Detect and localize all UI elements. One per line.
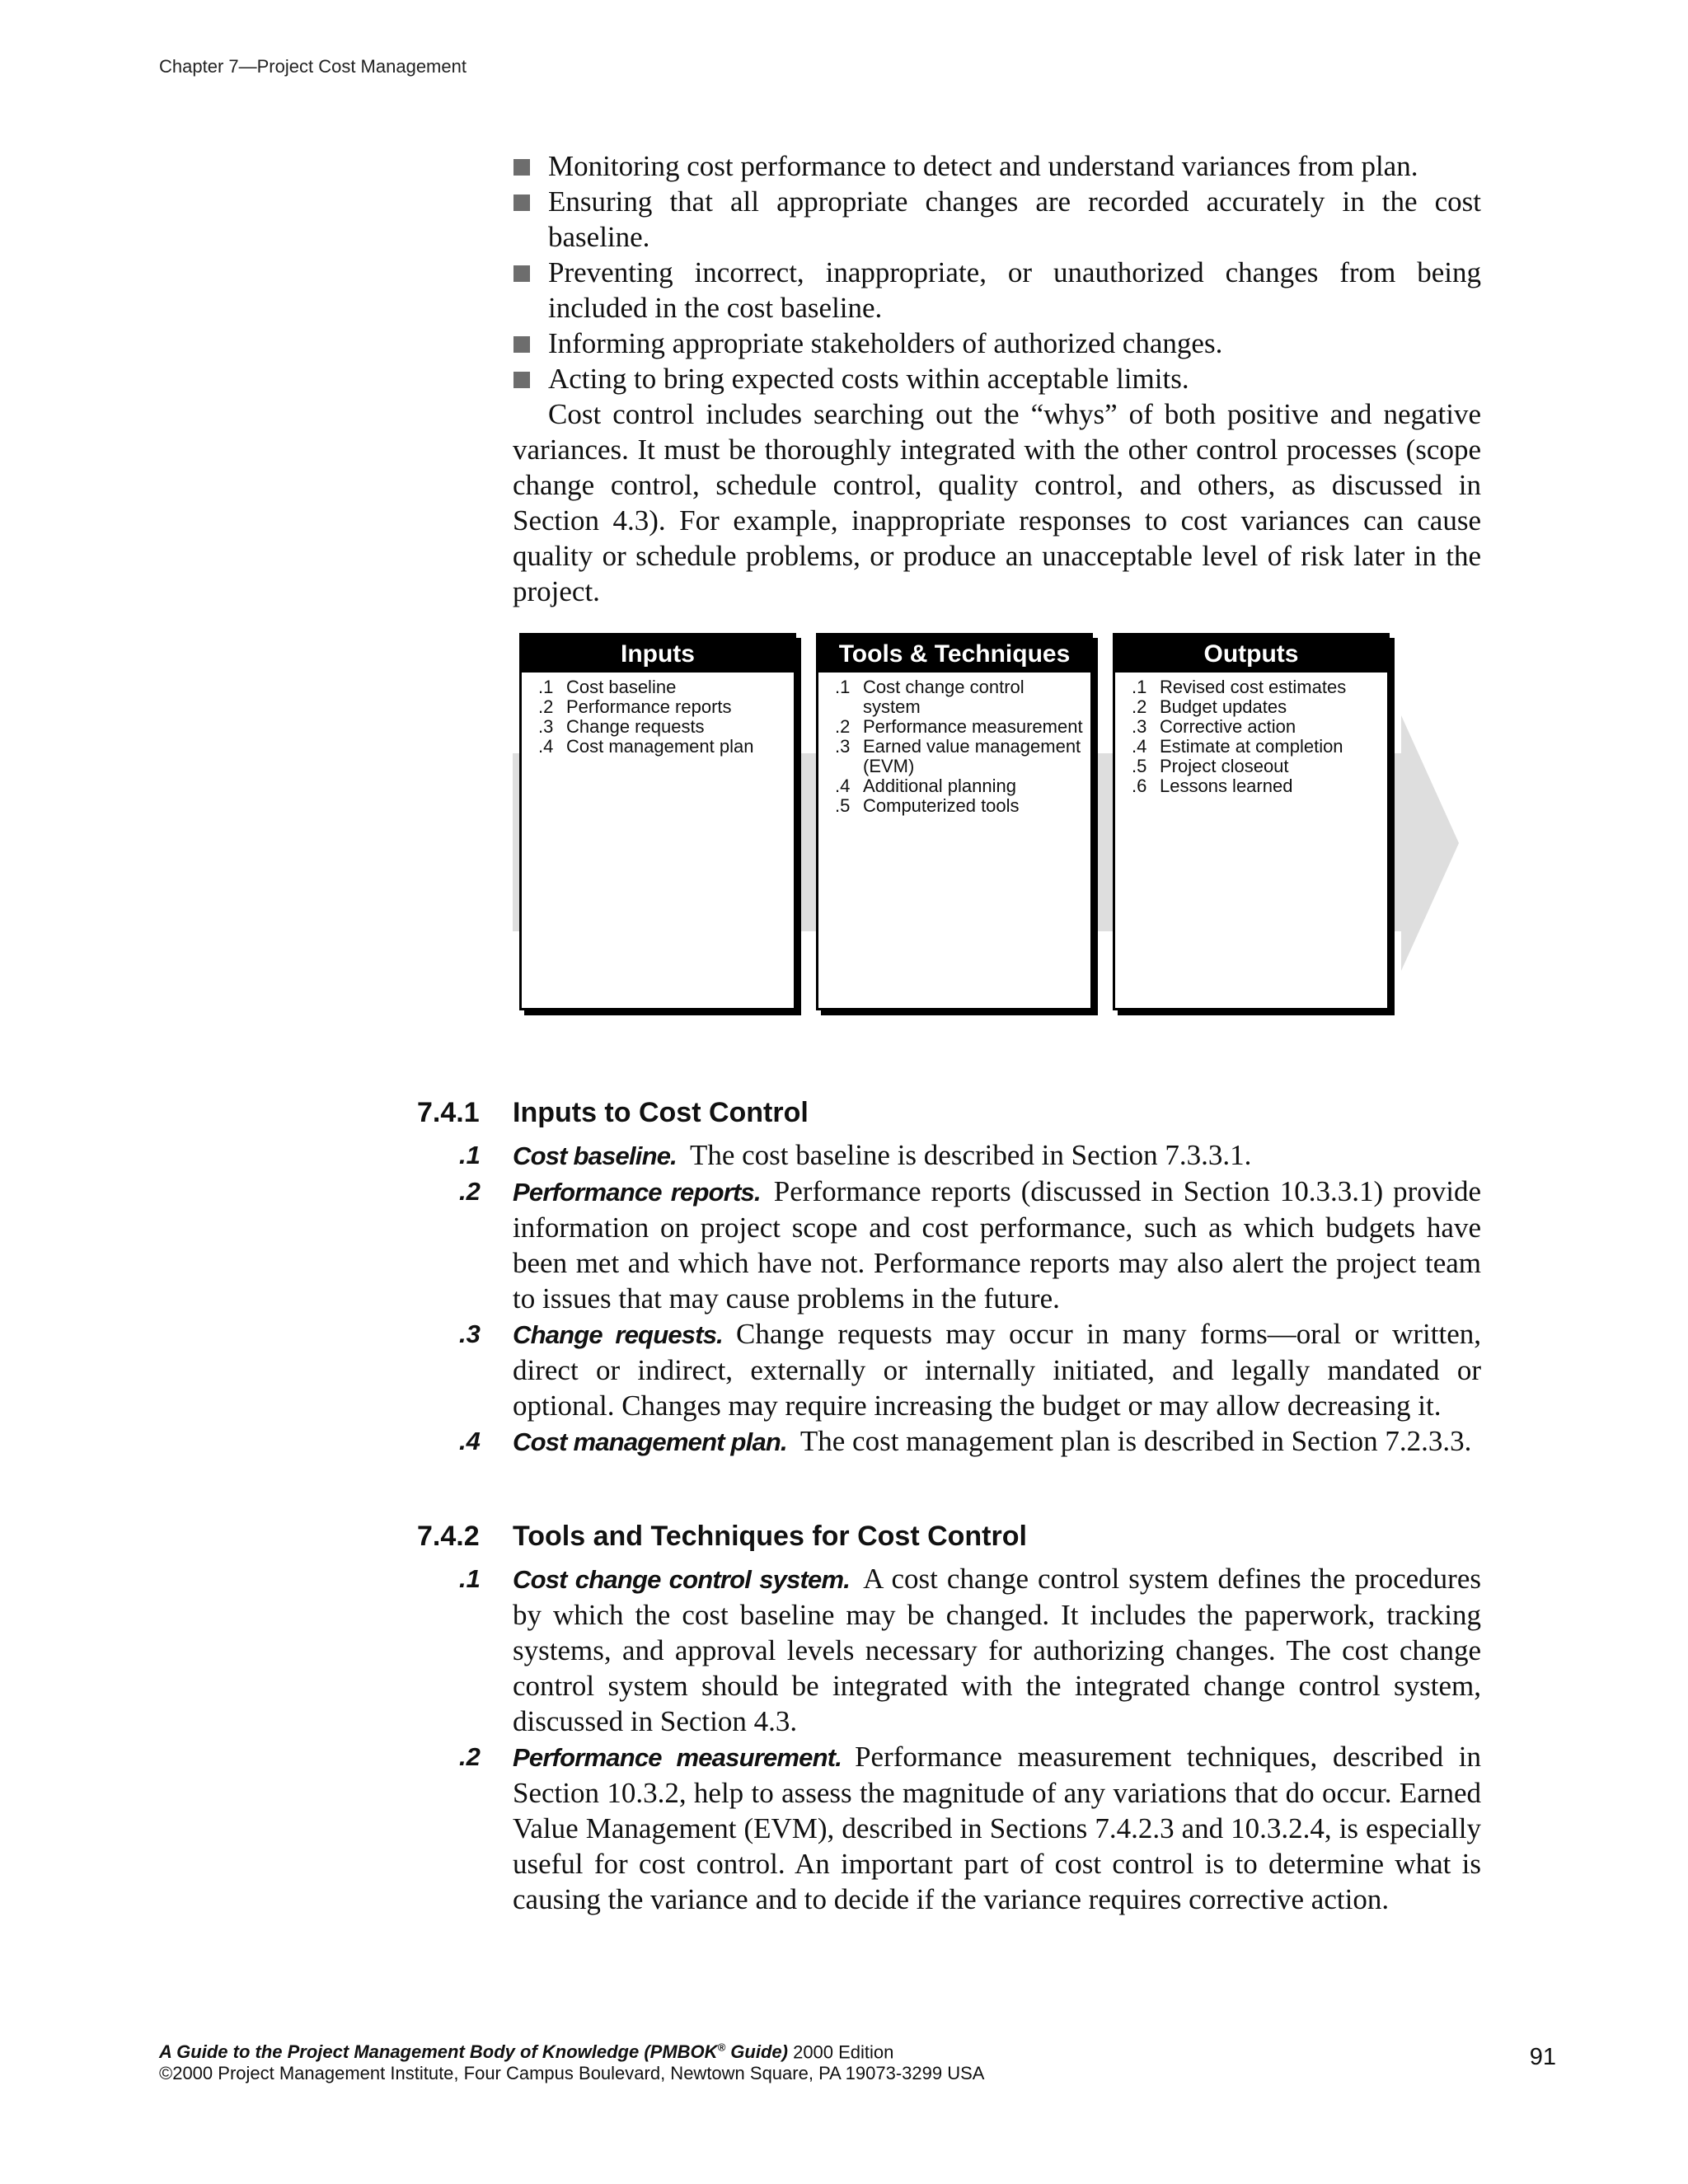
- footer-book-line: [159, 2037, 984, 2063]
- item-body: Change requests may occur in many forms—oral or written, direct or indirect, externally or internally initiated, and legally mandated or optional. Changes may require increasing the budget or may allow decreasing it.: [513, 1318, 1482, 1422]
- item-text: Cost baseline: [566, 677, 677, 697]
- item-text: Corrective action: [1160, 716, 1296, 737]
- item-number: .3: [1132, 716, 1147, 737]
- item-term: Change requests.: [513, 1320, 723, 1349]
- item-body: Performance measurement techniques, described in Section 10.3.2, help to assess the magnitude of any variations that do occur. Earned Value Management (EVM), described in Sections 7.4.2.3 and 10.3.2.4, is especially useful for cost control. An important part of cost control is to determine what is causing the variance and to decide if the variance requires corrective action.: [513, 1741, 1481, 1915]
- tools-list: [818, 673, 1090, 816]
- item-number: .2: [1132, 696, 1147, 717]
- item-number: .2: [835, 716, 851, 737]
- section-number: 7.4.2: [417, 1521, 480, 1552]
- bullet-item: [513, 148, 1481, 184]
- bullet-item: [513, 255, 1481, 326]
- outputs-box: [1113, 633, 1390, 1010]
- section-items: [459, 1137, 1482, 1460]
- item-number: .4: [1132, 736, 1147, 757]
- outputs-list: [1115, 673, 1387, 796]
- bullet-item: [513, 326, 1481, 361]
- item-number: .1: [538, 677, 554, 697]
- item-body: The cost baseline is described in Section 7.3.3.1.: [689, 1139, 1252, 1171]
- item-number: .1: [459, 1141, 481, 1169]
- bullet-text: Preventing incorrect, inappropriate, or unauthorized changes from being included in the cost baseline.: [548, 256, 1481, 324]
- item-text: Earned value management (EVM): [863, 736, 1081, 776]
- list-item: [1132, 697, 1381, 717]
- item-text: Change requests: [566, 716, 705, 737]
- list-item: [538, 737, 787, 757]
- list-item: [835, 677, 1084, 717]
- inputs-heading: Inputs: [522, 635, 794, 673]
- numbered-item: [459, 1739, 1481, 1917]
- item-text: Project closeout: [1160, 756, 1289, 776]
- list-item: [835, 776, 1084, 796]
- item-body: A cost change control system defines the procedures by which the cost baseline may be changed. It includes the paperwork, tracking systems, and approval levels necessary for authorizing changes. The cost change control system should be integrated with the integrated change control system, discussed in Section 4.3.: [513, 1563, 1481, 1737]
- list-item: [538, 697, 787, 717]
- square-bullet-icon: [513, 372, 530, 388]
- item-text: Performance reports: [566, 696, 732, 717]
- item-number: .6: [1132, 776, 1147, 796]
- bullet-item: [513, 184, 1481, 255]
- list-item: [1132, 757, 1381, 776]
- bullet-text: Ensuring that all appropriate changes are recorded accurately in the cost baseline.: [548, 185, 1481, 253]
- item-text: Estimate at completion: [1160, 736, 1343, 757]
- square-bullet-icon: [513, 336, 530, 353]
- item-body: The cost management plan is described in Section 7.2.3.3.: [799, 1425, 1472, 1457]
- item-number: .1: [459, 1564, 481, 1593]
- numbered-item: [459, 1316, 1482, 1423]
- tools-heading: Tools & Techniques: [818, 635, 1090, 673]
- item-number: .1: [835, 677, 851, 697]
- item-text: Budget updates: [1160, 696, 1287, 717]
- inputs-box: [519, 633, 796, 1010]
- bullet-item: [513, 361, 1481, 396]
- item-term: Performance measurement.: [513, 1743, 842, 1772]
- item-text: Revised cost estimates: [1160, 677, 1347, 697]
- list-item: [1132, 717, 1381, 737]
- running-head: Chapter 7—Project Cost Management: [159, 56, 467, 77]
- page-number: 91: [1529, 2044, 1556, 2070]
- diagram-arrowhead-icon: [1401, 715, 1459, 971]
- numbered-item: [459, 1137, 1481, 1174]
- page-footer: [159, 2037, 984, 2084]
- bullet-text: Informing appropriate stakeholders of authorized changes.: [548, 327, 1223, 359]
- item-number: .4: [835, 776, 851, 796]
- book-title: A Guide to the Project Management Body of Knowledge (PMBOK® Guide): [159, 2041, 788, 2063]
- item-number: .2: [459, 1742, 481, 1771]
- section-number: 7.4.1: [417, 1097, 480, 1128]
- tools-box: [816, 633, 1093, 1010]
- item-text: Additional planning: [863, 776, 1016, 796]
- intro-paragraph: Cost control includes searching out the “whys” of both positive and negative variances. It must be thoroughly integrated with the other control processes (scope change control, schedule control, quality control, and others, as discussed in Section 4.3). For example, inappropriate responses to cost variances can cause quality or schedule problems, or produce an unacceptable level of risk later in the project.: [513, 398, 1481, 607]
- item-term: Performance reports.: [513, 1178, 761, 1207]
- item-number: .3: [538, 716, 554, 737]
- item-number: .5: [1132, 756, 1147, 776]
- inputs-list: [522, 673, 794, 757]
- item-number: .5: [835, 795, 851, 816]
- item-term: Cost change control system.: [513, 1565, 851, 1594]
- numbered-item: [459, 1423, 1481, 1460]
- item-term: Cost management plan.: [513, 1427, 787, 1456]
- bullet-list: [513, 148, 1481, 396]
- item-body: Performance reports (discussed in Section 10.3.3.1) provide information on project scope and cost performance, such as which budgets have been met and which have not. Performance reports may also alert the project team to issues that may cause problems in the future.: [513, 1175, 1481, 1315]
- item-number: .3: [835, 736, 851, 757]
- item-text: Cost management plan: [566, 736, 754, 757]
- item-text: Computerized tools: [863, 795, 1020, 816]
- item-text: Cost change control system: [863, 677, 1025, 717]
- list-item: [538, 677, 787, 697]
- list-item: [1132, 737, 1381, 757]
- bullet-text: Monitoring cost performance to detect and understand variances from plan.: [548, 150, 1418, 182]
- section-title: Inputs to Cost Control: [513, 1097, 809, 1128]
- item-number: .4: [459, 1427, 481, 1455]
- edition: 2000 Edition: [793, 2041, 894, 2063]
- list-item: [835, 796, 1084, 816]
- item-number: .2: [538, 696, 554, 717]
- copyright-line: ©2000 Project Management Institute, Four Campus Boulevard, Newtown Square, PA 19073-3299 USA: [159, 2063, 985, 2084]
- item-number: .2: [459, 1177, 481, 1206]
- square-bullet-icon: [513, 159, 530, 176]
- section-items: [459, 1561, 1481, 1917]
- square-bullet-icon: [513, 194, 530, 211]
- list-item: [1132, 677, 1381, 697]
- list-item: [538, 717, 787, 737]
- item-text: Lessons learned: [1160, 776, 1293, 796]
- list-item: [835, 737, 1084, 776]
- list-item: [1132, 776, 1381, 796]
- process-diagram: [513, 633, 1485, 1022]
- item-text: Performance measurement: [863, 716, 1083, 737]
- item-number: .3: [459, 1319, 481, 1348]
- numbered-item: [459, 1174, 1481, 1316]
- item-number: .1: [1132, 677, 1147, 697]
- list-item: [835, 717, 1084, 737]
- section-title: Tools and Techniques for Cost Control: [513, 1521, 1027, 1552]
- bullet-text: Acting to bring expected costs within acceptable limits.: [548, 363, 1189, 395]
- square-bullet-icon: [513, 265, 530, 282]
- item-term: Cost baseline.: [513, 1141, 677, 1170]
- registered-mark: ®: [717, 2041, 726, 2054]
- numbered-item: [459, 1561, 1481, 1739]
- item-number: .4: [538, 736, 554, 757]
- outputs-heading: Outputs: [1115, 635, 1387, 673]
